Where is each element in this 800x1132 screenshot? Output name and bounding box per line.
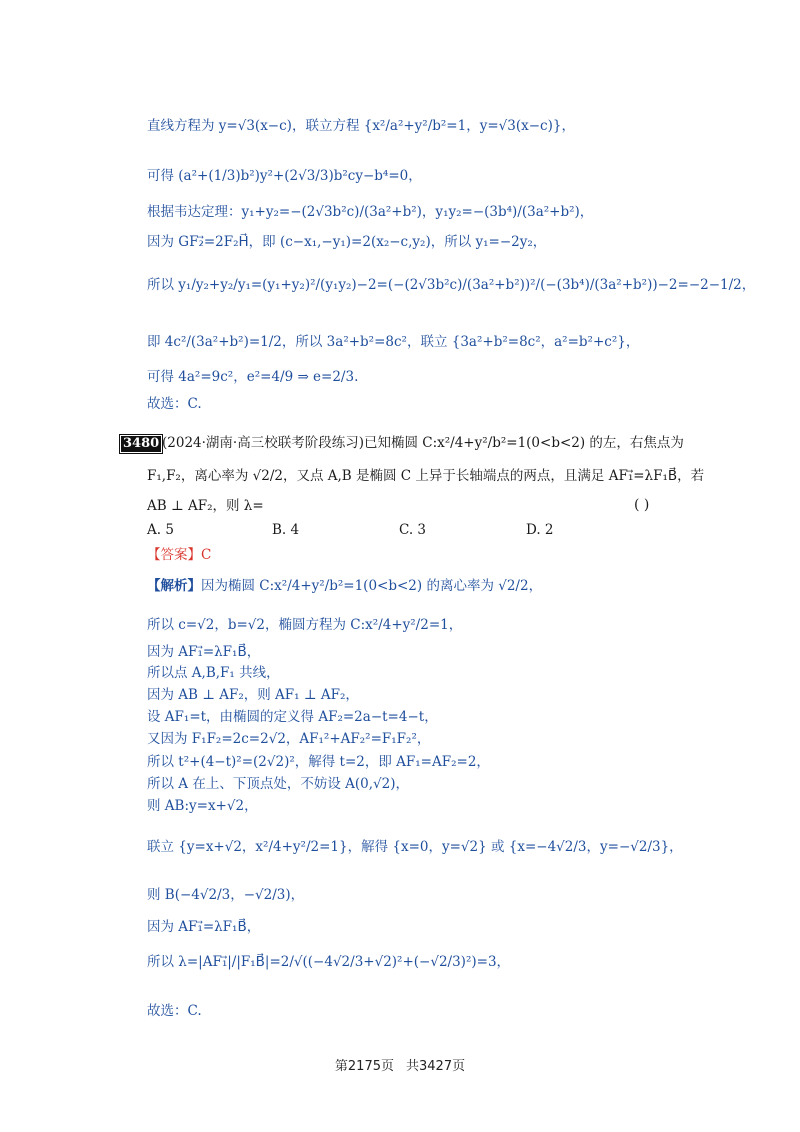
analysis-line: 因为 AF₁⃗=λF₁B⃗， [147,644,261,660]
analysis-line: 因为 AF₁⃗=λF₁B⃗， [147,919,261,935]
solution-line: 所以 y₁/y₂+y₂/y₁=(y₁+y₂)²/(y₁y₂)−2=(−(2√3b²c)/(3a²+b²))²/(−(3b⁴)/(3a²+b²))−2=−2−1/2， [147,277,756,293]
analysis-line: 所以 c=√2，b=√2，椭圆方程为 C:x²/4+y²/2=1， [147,617,463,633]
solution-line: 因为 GF₂⃗=2F₂H⃗，即 (c−x₁,−y₁)=2(x₂−c,y₂)，所以 y₁=−2y₂， [147,234,547,250]
solution-line: 故选：C. [147,396,202,412]
choice-d: D. 2 [526,522,554,538]
analysis-line: 所以 λ=|AF₁⃗|/|F₁B⃗|=2/√((−4√2/3+√2)²+(−√2/3)²)=3， [147,954,511,970]
analysis-line [147,577,542,595]
analysis-line: 所以 t²+(4−t)²=(2√2)²，解得 t=2，即 AF₁=AF₂=2， [147,754,490,770]
solution-line: 可得 4a²=9c²，e²=4/9 ⇒ e=2/3. [147,369,359,385]
problem-stem-line: AB ⊥ AF₂，则 λ= [147,498,264,514]
analysis-label: 【解析】 [147,578,201,594]
solution-line: 根据韦达定理：y₁+y₂=−(2√3b²c)/(3a²+b²)，y₁y₂=−(3b⁴)/(3a²+b²)， [147,204,594,220]
solution-line: 可得 (a²+(1/3)b²)y²+(2√3/3)b²cy−b⁴=0， [147,168,422,184]
answer-label: 【答案】 [147,547,201,563]
solution-line: 即 4c²/(3a²+b²)=1/2，所以 3a²+b²=8c²，联立 {3a²+b²=8c²，a²=b²+c²}， [147,334,640,350]
analysis-line: 故选：C. [147,1003,202,1019]
answer-row [147,546,211,564]
solution-line: 直线方程为 y=√3(x−c)，联立方程 {x²/a²+y²/b²=1，y=√3(x−c)}， [147,118,575,134]
analysis-line: 所以点 A,B,F₁ 共线， [147,665,280,681]
problem-stem-line: (2024·湖南·高三校联考阶段练习)已知椭圆 C:x²/4+y²/b²=1(0<b<2) 的左，右焦点为 [162,435,684,451]
analysis-line: 设 AF₁=t，由椭圆的定义得 AF₂=2a−t=4−t， [147,709,438,725]
choice-c: C. 3 [399,522,427,538]
analysis-text: 因为椭圆 C:x²/4+y²/b²=1(0<b<2) 的离心率为 √2/2， [201,578,543,594]
problem-stem-line: F₁,F₂，离心率为 √2/2，又点 A,B 是椭圆 C 上异于长轴端点的两点，且满足 AF₁⃗=λF₁B⃗，若 [147,468,705,484]
problem-number-badge: 3480 [119,434,163,454]
analysis-line: 又因为 F₁F₂=2c=2√2，AF₁²+AF₂²=F₁F₂²， [147,731,431,747]
answer-value: C [201,547,212,563]
page-footer [0,1055,800,1074]
analysis-line: 联立 {y=x+√2，x²/4+y²/2=1}，解得 {x=0，y=√2} 或 {x=−4√2/3，y=−√2/3}， [147,839,683,855]
analysis-line: 因为 AB ⊥ AF₂，则 AF₁ ⊥ AF₂， [147,687,359,703]
choice-a: A. 5 [147,522,174,538]
page-total: 共3427页 [406,1059,466,1074]
analysis-line: 则 AB:y=x+√2， [147,798,258,814]
answer-blank: ( ) [634,497,650,513]
analysis-line: 则 B(−4√2/3，−√2/3)， [147,887,305,903]
choice-b: B. 4 [272,522,300,538]
analysis-line: 所以 A 在上、下顶点处，不妨设 A(0,√2)， [147,776,409,792]
page-number: 第2175页 [334,1059,394,1074]
